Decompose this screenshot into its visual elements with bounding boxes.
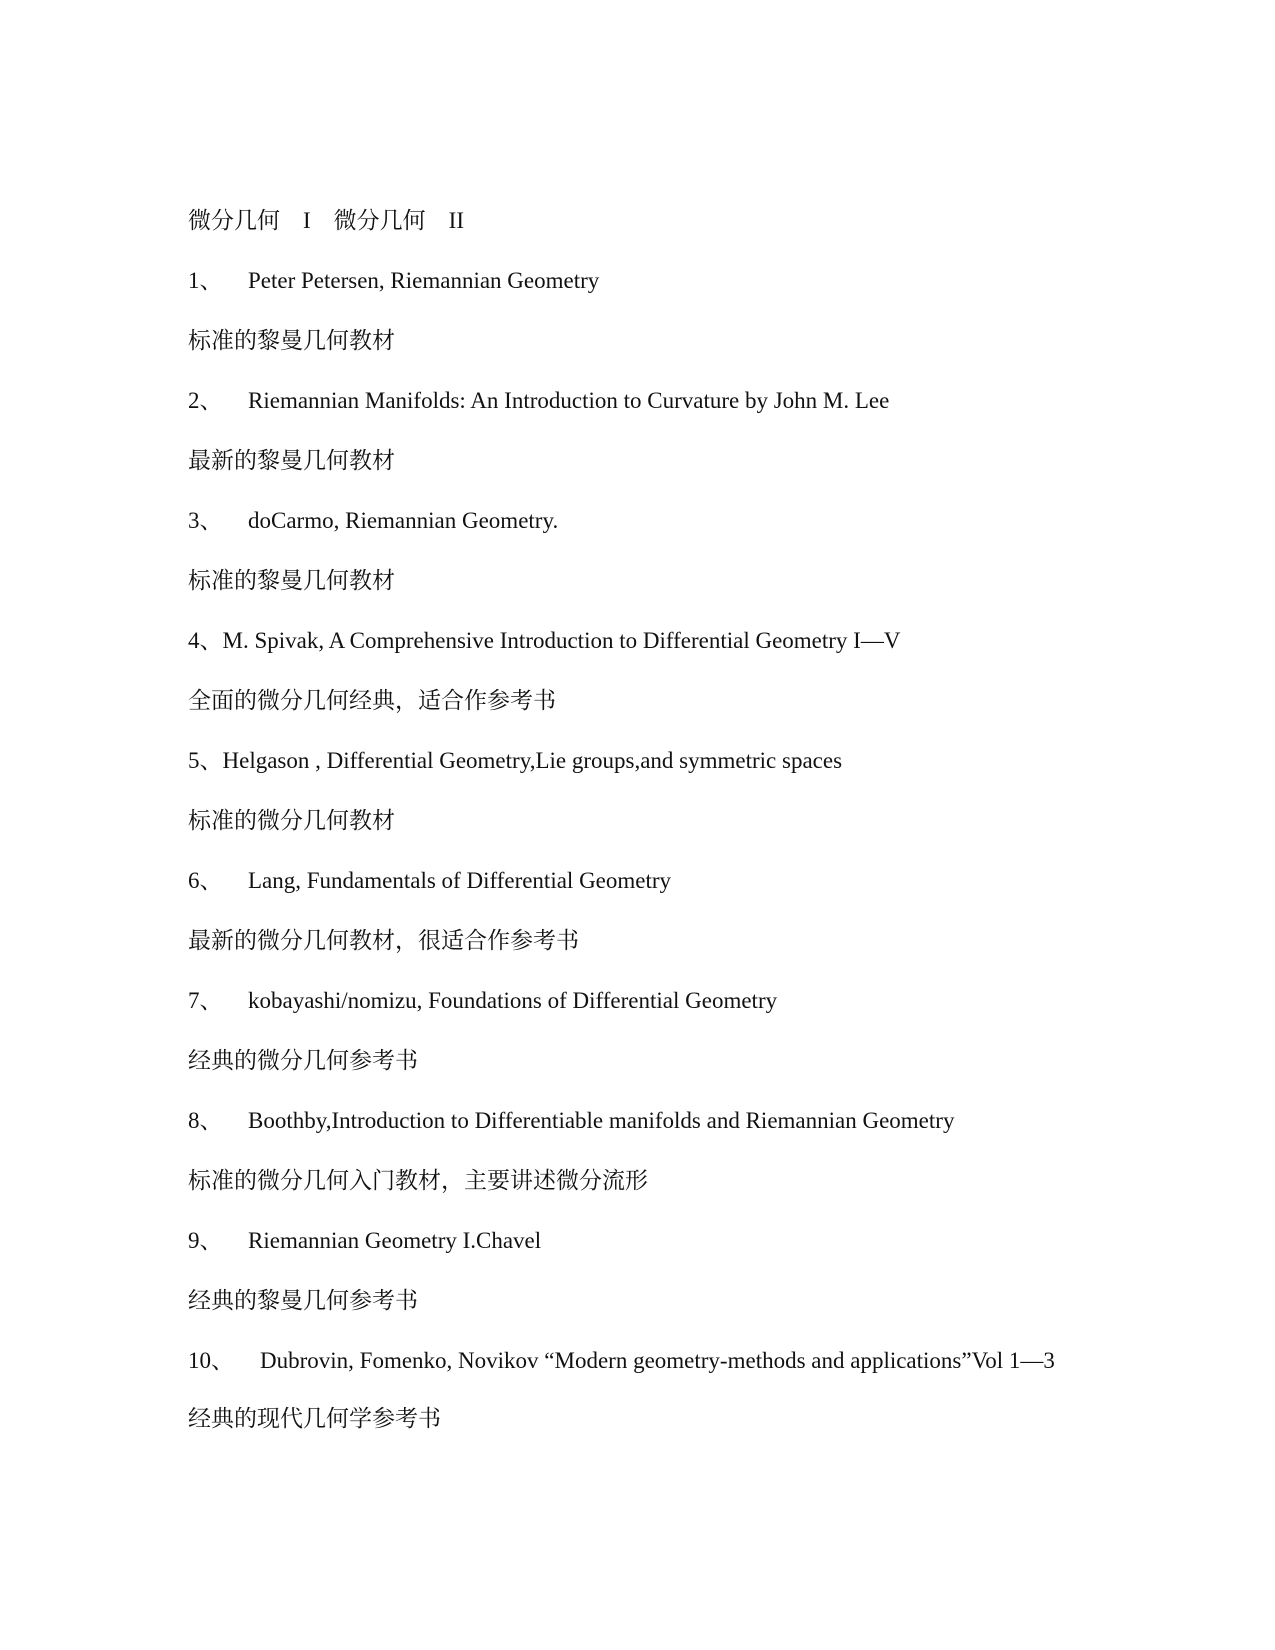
list-item bbox=[188, 1226, 1088, 1316]
book-title: Peter Petersen, Riemannian Geometry bbox=[248, 268, 600, 293]
list-item bbox=[188, 746, 1088, 836]
book-title: Riemannian Manifolds: An Introduction to Curvature by John M. Lee bbox=[248, 388, 890, 413]
list-item bbox=[188, 626, 1088, 716]
book-title: Dubrovin, Fomenko, Novikov “Modern geometry-methods and applications”Vol 1—3 bbox=[260, 1348, 1055, 1373]
book-title: Boothby,Introduction to Differentiable manifolds and Riemannian Geometry bbox=[248, 1108, 955, 1133]
list-item bbox=[188, 1346, 1088, 1434]
book-title: Lang, Fundamentals of Differential Geometry bbox=[248, 868, 672, 893]
book-title: doCarmo, Riemannian Geometry. bbox=[248, 508, 559, 533]
book-title-line bbox=[188, 626, 1088, 656]
book-title: Riemannian Geometry I.Chavel bbox=[248, 1228, 542, 1253]
list-item bbox=[188, 866, 1088, 956]
page-heading: 微分几何 I 微分几何 II bbox=[188, 208, 464, 233]
book-note: 最新的黎曼几何教材 bbox=[188, 448, 395, 473]
book-note: 经典的黎曼几何参考书 bbox=[188, 1288, 418, 1313]
item-number: 2、 bbox=[188, 388, 223, 413]
book-note: 全面的微分几何经典，适合作参考书 bbox=[188, 688, 556, 713]
list-item bbox=[188, 386, 1088, 476]
book-title-line bbox=[188, 746, 1088, 776]
list-item bbox=[188, 506, 1088, 596]
book-title-line bbox=[188, 1106, 1088, 1136]
item-number: 10、 bbox=[188, 1348, 234, 1373]
book-note: 最新的微分几何教材，很适合作参考书 bbox=[188, 928, 579, 953]
book-title-line bbox=[188, 986, 1088, 1016]
book-title-line bbox=[188, 386, 1088, 416]
book-note: 标准的微分几何教材 bbox=[188, 808, 395, 833]
book-title-line bbox=[188, 266, 1088, 296]
item-number: 6、 bbox=[188, 868, 223, 893]
book-title: kobayashi/nomizu, Foundations of Differential Geometry bbox=[248, 988, 778, 1013]
item-number: 5、 bbox=[188, 748, 223, 773]
book-title-line bbox=[188, 866, 1088, 896]
list-item bbox=[188, 1106, 1088, 1196]
book-title: Helgason , Differential Geometry,Lie groups,and symmetric spaces bbox=[222, 748, 843, 773]
item-number: 4、 bbox=[188, 628, 223, 653]
book-title-line bbox=[188, 1226, 1088, 1256]
item-number: 7、 bbox=[188, 988, 223, 1013]
item-number: 3、 bbox=[188, 508, 223, 533]
book-note: 经典的微分几何参考书 bbox=[188, 1048, 418, 1073]
book-title-line bbox=[188, 1346, 1088, 1376]
list-item bbox=[188, 266, 1088, 356]
book-note: 标准的黎曼几何教材 bbox=[188, 568, 395, 593]
item-number: 9、 bbox=[188, 1228, 223, 1253]
item-number: 8、 bbox=[188, 1108, 223, 1133]
book-note: 标准的黎曼几何教材 bbox=[188, 328, 395, 353]
item-number: 1、 bbox=[188, 268, 223, 293]
book-note: 标准的微分几何入门教材，主要讲述微分流形 bbox=[188, 1168, 648, 1193]
book-title: M. Spivak, A Comprehensive Introduction to Differential Geometry I—V bbox=[222, 628, 901, 653]
list-item bbox=[188, 986, 1088, 1076]
book-note: 经典的现代几何学参考书 bbox=[188, 1406, 441, 1431]
document-body bbox=[188, 206, 1088, 1464]
book-title-line bbox=[188, 506, 1088, 536]
